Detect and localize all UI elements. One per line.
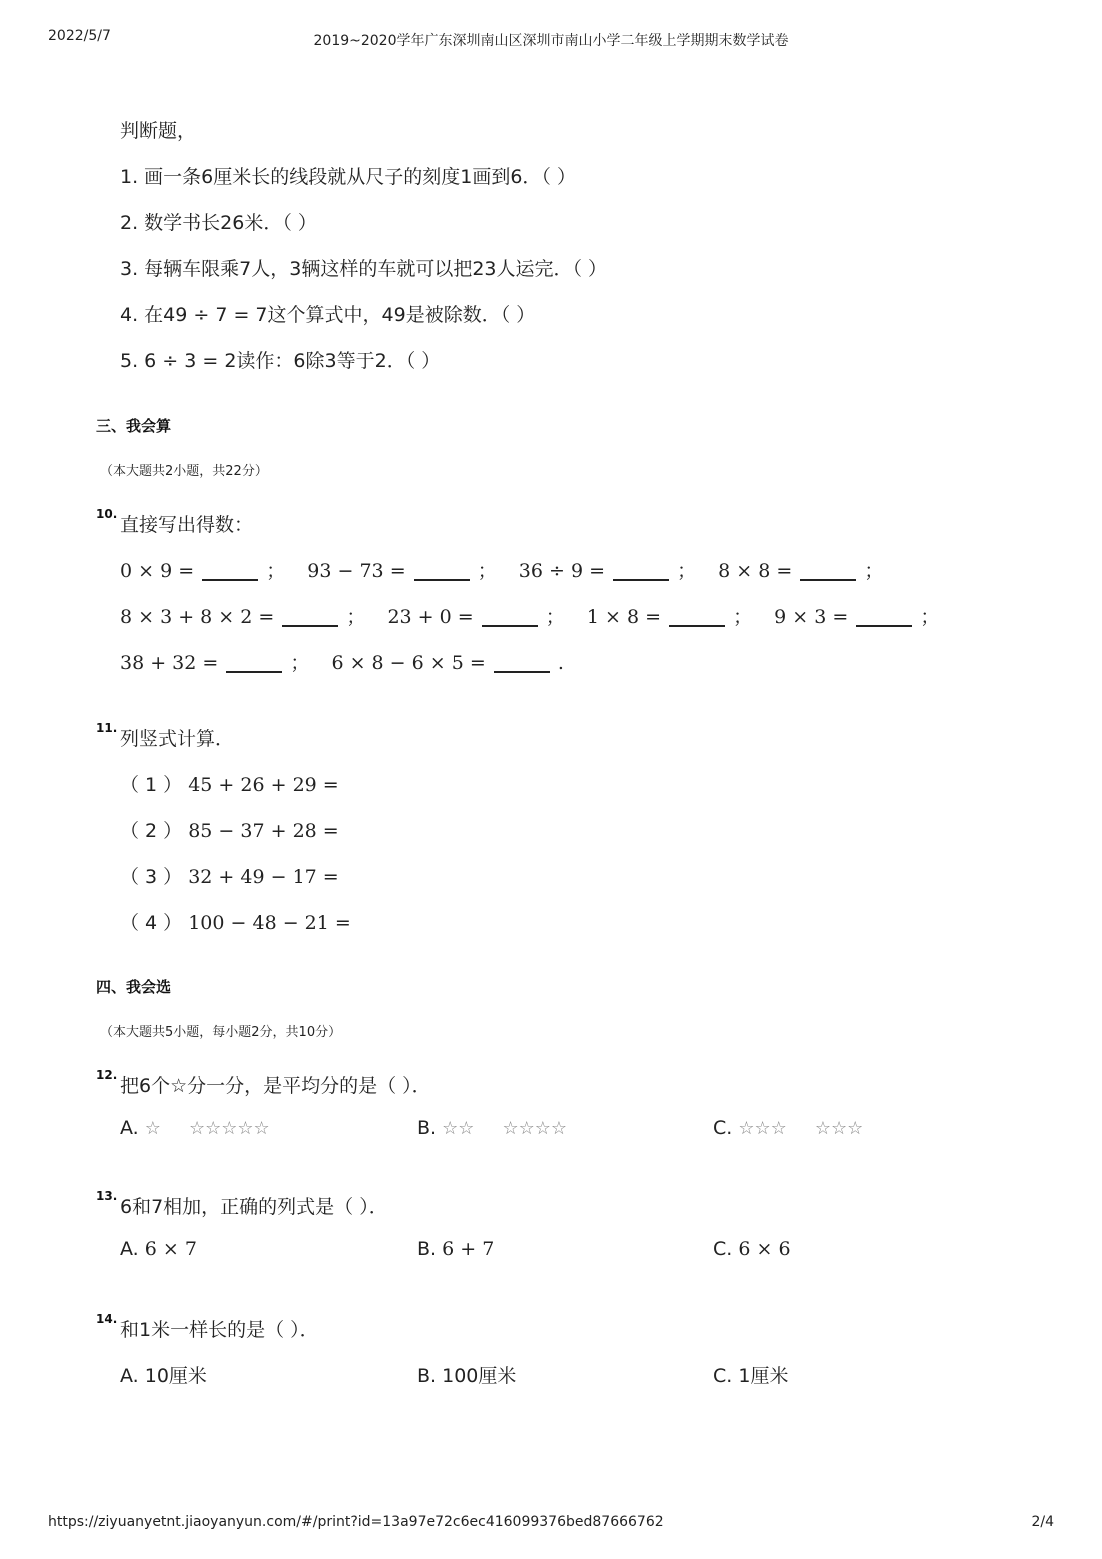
option-letter: A. [120, 1365, 139, 1387]
question-12-number: 12. [96, 1068, 118, 1082]
q10-sep: ； [545, 606, 565, 628]
star-icon: ☆☆ [442, 1118, 475, 1139]
judgment-heading: 判断题， [120, 120, 197, 142]
option-letter: C. [713, 1117, 733, 1139]
q10-expr: 0 × 9 = [120, 560, 195, 582]
q14-option-a[interactable] [120, 1361, 207, 1388]
q10-expr: 23 + 0 = [387, 606, 474, 628]
option-text: 6 × 7 [144, 1238, 197, 1260]
q14-option-b[interactable] [417, 1361, 516, 1388]
question-12-prompt: 把6个☆分一分，是平均分的是（ ）． [120, 1075, 431, 1097]
option-text: 6 × 6 [738, 1238, 791, 1260]
q10-expr: 36 ÷ 9 = [518, 560, 605, 582]
question-14-prompt: 和1米一样长的是（ ）． [120, 1319, 319, 1341]
answer-blank[interactable] [669, 607, 725, 627]
section-3-title: 三、我会算 [96, 417, 172, 435]
q10-sep: ； [677, 560, 697, 582]
section-4-title: 四、我会选 [96, 978, 172, 996]
option-text: 1厘米 [738, 1365, 789, 1387]
q11-item-3 [120, 862, 339, 889]
question-10-prompt: 直接写出得数： [120, 514, 254, 536]
option-letter: C. [713, 1365, 733, 1387]
q13-option-a[interactable] [120, 1238, 197, 1260]
q11-expr: 32 + 49 − 17 = [188, 866, 339, 888]
q11-label: （ 1 ） [120, 774, 183, 796]
question-13-prompt: 6和7相加，正确的列式是（ ）． [120, 1196, 388, 1218]
star-icon: ☆☆☆☆☆ [188, 1118, 270, 1139]
question-11-number: 11. [96, 721, 118, 735]
q14-option-c[interactable] [713, 1361, 788, 1388]
option-text: 6 + 7 [442, 1238, 495, 1260]
option-letter: A. [120, 1117, 139, 1139]
judgment-item-2: 2. 数学书长26米．（ ） [120, 212, 317, 234]
q11-item-4 [120, 908, 351, 935]
q10-end: . [557, 652, 564, 674]
answer-blank[interactable] [202, 561, 258, 581]
q13-option-b[interactable] [417, 1238, 494, 1260]
answer-blank[interactable] [414, 561, 470, 581]
q10-sep: ； [920, 606, 940, 628]
q10-expr: 38 + 32 = [120, 652, 219, 674]
star-icon: ☆☆☆☆ [502, 1118, 568, 1139]
q10-expr: 8 × 3 + 8 × 2 = [120, 606, 275, 628]
q12-option-c[interactable] [713, 1117, 863, 1139]
q10-sep: ； [477, 560, 497, 582]
q10-sep: ； [266, 560, 286, 582]
q10-expr: 8 × 8 = [718, 560, 793, 582]
q10-expr: 93 − 73 = [307, 560, 406, 582]
q10-row-3 [120, 648, 564, 675]
q11-item-2 [120, 816, 339, 843]
option-letter: B. [417, 1365, 437, 1387]
q10-sep: ； [346, 606, 366, 628]
q10-expr: 6 × 8 − 6 × 5 = [331, 652, 486, 674]
q11-expr: 85 − 37 + 28 = [188, 820, 339, 842]
q10-sep: ； [290, 652, 310, 674]
question-14-number: 14. [96, 1312, 118, 1326]
q11-label: （ 2 ） [120, 820, 183, 842]
answer-blank[interactable] [800, 561, 856, 581]
star-icon: ☆ [144, 1118, 161, 1139]
section-4-note: （本大题共5小题，每小题2分，共10分） [100, 1025, 342, 1040]
q11-label: （ 3 ） [120, 866, 183, 888]
judgment-item-3: 3. 每辆车限乘7人，3辆这样的车就可以把23人运完．（ ） [120, 258, 608, 280]
star-icon: ☆☆☆ [814, 1118, 864, 1139]
option-letter: C. [713, 1238, 733, 1260]
q11-item-1 [120, 770, 339, 797]
question-11-prompt: 列竖式计算． [120, 728, 235, 750]
q12-option-a[interactable] [120, 1117, 270, 1139]
q11-expr: 100 − 48 − 21 = [188, 912, 351, 934]
judgment-item-1: 1. 画一条6厘米长的线段就从尺子的刻度1画到6．（ ） [120, 166, 576, 188]
answer-blank[interactable] [226, 653, 282, 673]
answer-blank[interactable] [282, 607, 338, 627]
header-title: 2019~2020学年广东深圳南山区深圳市南山小学二年级上学期期末数学试卷 [313, 33, 789, 49]
option-letter: A. [120, 1238, 139, 1260]
q10-expr: 1 × 8 = [586, 606, 661, 628]
q13-option-c[interactable] [713, 1238, 791, 1260]
q10-sep: ； [864, 560, 884, 582]
option-text: 10厘米 [144, 1365, 207, 1387]
judgment-item-5: 5. 6 ÷ 3 = 2读作：6除3等于2．（ ） [120, 350, 441, 372]
section-3-note: （本大题共2小题，共22分） [100, 464, 268, 479]
question-13-number: 13. [96, 1189, 118, 1203]
star-icon: ☆☆☆ [738, 1118, 787, 1139]
q11-label: （ 4 ） [120, 912, 183, 934]
answer-blank[interactable] [494, 653, 550, 673]
judgment-item-4: 4. 在49 ÷ 7 = 7这个算式中，49是被除数．（ ） [120, 304, 536, 326]
answer-blank[interactable] [482, 607, 538, 627]
answer-blank[interactable] [856, 607, 912, 627]
option-letter: B. [417, 1238, 437, 1260]
q10-expr: 9 × 3 = [774, 606, 849, 628]
q10-sep: ； [733, 606, 753, 628]
header-date: 2022/5/7 [48, 28, 111, 44]
option-text: 100厘米 [442, 1365, 517, 1387]
footer-page-number: 2/4 [1031, 1514, 1054, 1530]
q11-expr: 45 + 26 + 29 = [188, 774, 339, 796]
q12-option-b[interactable] [417, 1117, 567, 1139]
option-letter: B. [417, 1117, 437, 1139]
q10-row-2 [120, 602, 939, 629]
footer-url: https://ziyuanyetnt.jiaoyanyun.com/#/print?id=13a97e72c6ec416099376bed87666762 [48, 1514, 664, 1530]
question-10-number: 10. [96, 507, 118, 521]
answer-blank[interactable] [613, 561, 669, 581]
q10-row-1 [120, 556, 883, 583]
